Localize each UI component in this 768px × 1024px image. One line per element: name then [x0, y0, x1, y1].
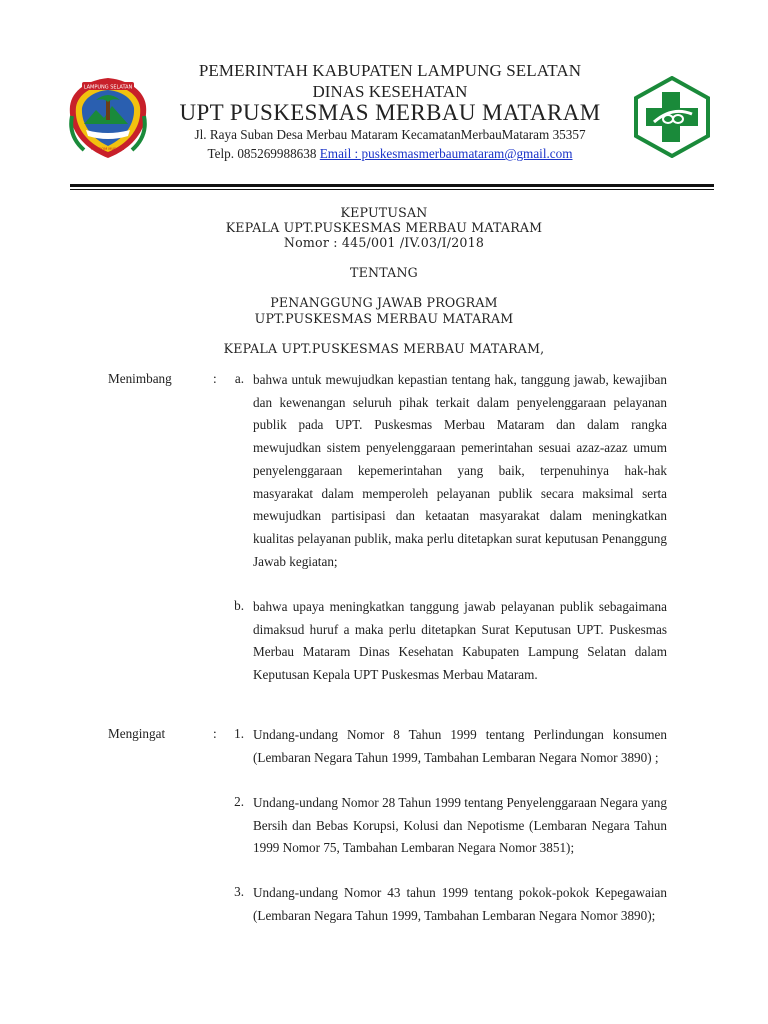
mengingat-marker-1: 1. [234, 726, 244, 741]
emblem-name-text: LAMPUNG SELATAN [83, 84, 133, 91]
decree-subject: PENANGGUNG JAWAB PROGRAM [270, 295, 498, 310]
dept-line: DINAS KESEHATAN [312, 82, 468, 101]
mengingat-colon: : [213, 726, 217, 741]
phone-text: Telp. 085269988638 [207, 146, 320, 161]
decree-number: Nomor : 445/001 /IV.03/I/2018 [283, 235, 485, 250]
address-line: Jl. Raya Suban Desa Merbau Mataram KecamatanMerbauMataram 35357 [194, 127, 586, 142]
menimbang-marker-b: b. [234, 598, 244, 613]
menimbang-marker-a: a. [234, 371, 244, 386]
contact-line [160, 146, 620, 162]
emblem-motto-text: KHAGOM MUFAKAT [91, 147, 125, 151]
letterhead-divider-thin [70, 189, 714, 190]
menimbang-colon: : [213, 371, 217, 386]
menimbang-item-b: bahwa upaya meningkatkan tanggung jawab pelayanan publik sebagaimana dimaksud huruf a maka perlu ditetapkan Surat Keputusan UPT. Puskesmas Merbau Mataram Dinas Kesehatan Kabupaten Lampung Selatan dalam Keputusan Kepala UPT Puskesmas Merbau Mataram. [253, 599, 667, 683]
decree-signatory-heading: KEPALA UPT.PUSKESMAS MERBAU MATARAM, [223, 341, 545, 356]
letterhead-divider [70, 184, 714, 187]
decree-about: TENTANG [350, 265, 418, 280]
mengingat-item-1: Undang-undang Nomor 8 Tahun 1999 tentang Perlindungan konsumen (Lembaran Negara Tahun 1999, Tambahan Lembaran Negara Nomor 3890) ; [253, 727, 667, 765]
mengingat-marker-2: 2. [234, 794, 244, 809]
decree-issuer: KEPALA UPT.PUSKESMAS MERBAU MATARAM [225, 220, 543, 235]
mengingat-label: Mengingat [108, 726, 166, 741]
menimbang-item-a: bahwa untuk mewujudkan kepastian tentang hak, tanggung jawab, kewajiban dan kewenangan seluruh pihak terkait dalam penyelenggaraan pelayanan publik pada UPT. Puskesmas Merbau Mataram dan dalam rangka mewujudkan sistem penyelenggaraan pemerintahan sesuai azaz-azaz umum penyelenggaraan kepemerintahan yang baik, terpenuhinya hak-hak masyarakat dalam memperoleh pelayanan publik secara maksimal serta mewujudkan partisipasi dan ketaatan masyarakat dalam meningkatkan kualitas pelayanan publik, maka perlu ditetapkan surat keputusan Penanggung Jawab kegiatan; [253, 372, 667, 569]
mengingat-item-3: Undang-undang Nomor 43 tahun 1999 tentang pokok-pokok Kepegawaian (Lembaran Negara Tahun 1999, Tambahan Lembaran Negara Nomor 3890); [253, 885, 667, 923]
puskesmas-name: UPT PUSKESMAS MERBAU MATARAM [179, 100, 601, 125]
letterhead [0, 0, 768, 200]
puskesmas-logo-icon [632, 76, 712, 158]
mengingat-marker-3: 3. [234, 884, 244, 899]
lampung-selatan-emblem-icon [66, 76, 150, 160]
decree-subject-org: UPT.PUSKESMAS MERBAU MATARAM [254, 311, 514, 326]
gov-line: PEMERINTAH KABUPATEN LAMPUNG SELATAN [198, 61, 582, 80]
email-link[interactable]: Email : puskesmasmerbaumataram@gmail.com [319, 146, 573, 161]
decree-heading: KEPUTUSAN [340, 205, 428, 220]
menimbang-label: Menimbang [108, 371, 172, 386]
mengingat-item-2: Undang-undang Nomor 28 Tahun 1999 tentang Penyelenggaraan Negara yang Bersih dan Bebas Korupsi, Kolusi dan Nepotisme (Lembaran Negara Tahun 1999 Nomor 75, Tambahan Lembaran Negara Nomor 3851); [253, 795, 667, 856]
